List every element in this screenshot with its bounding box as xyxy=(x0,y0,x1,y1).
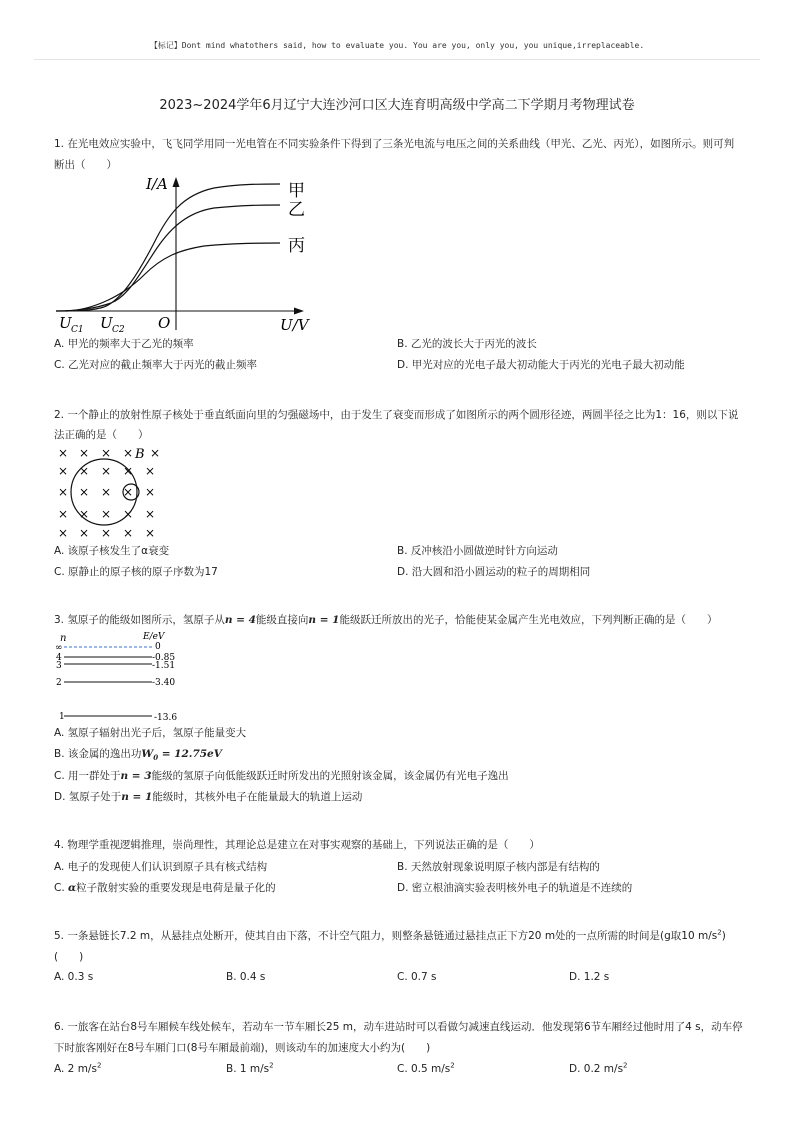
q5-stem-line2: ( ) xyxy=(54,951,84,963)
q1-curve-label-yi: 乙 xyxy=(288,200,305,220)
q2-stem-line1: 2. 一个静止的放射性原子核处于垂直纸面向里的匀强磁场中，由于发生了衰变而形成了如图所示的两个圆形径迹，两圆半径之比为1：16，则以下说 xyxy=(54,409,739,421)
q4-option-c-math: α xyxy=(68,882,77,894)
q4-option-d: D. 密立根油滴实验表明核外电子的轨道是不连续的 xyxy=(397,882,633,894)
q2-option-d: D. 沿大圆和沿小圆运动的粒子的周期相同 xyxy=(397,566,591,578)
q6-stem-line2: 下时旅客刚好在8号车厢门口(8号车厢最前端)，则该动车的加速度大小约为( ) xyxy=(54,1042,431,1054)
q2-field-cross: × xyxy=(100,485,112,499)
q3-option-a: A. 氢原子辐射出光子后，氢原子能量变大 xyxy=(54,727,247,739)
q2-field-label: B xyxy=(135,447,145,462)
q4-option-c-text: 粒子散射实验的重要发现是电荷是量子化的 xyxy=(76,882,276,894)
q1-origin-label: O xyxy=(158,314,171,332)
q5-option-c: C. 0.7 s xyxy=(397,971,437,983)
q3-n-1: 1 xyxy=(59,712,65,722)
q1-uc2-sub: C2 xyxy=(112,325,125,335)
header-divider xyxy=(34,59,760,60)
q2-field-cross: × xyxy=(57,485,69,499)
header-note: 【标记】Dont mind whatothers said, how to evaluate you. You are you, only you, you unique,irreplaceable. xyxy=(149,41,645,50)
q6-option-a-text: A. 2 m/s xyxy=(54,1063,97,1075)
q3-option-d xyxy=(54,789,362,804)
q2-field-cross: × xyxy=(57,526,69,540)
q4-option-a: A. 电子的发现使人们认识到原子具有核式结构 xyxy=(54,861,268,873)
q3-option-c-text2: 能级的氢原子向低能级跃迁时所发出的光照射该金属，该金属仍有光电子逸出 xyxy=(151,770,509,782)
q1-curve-yi xyxy=(56,205,280,311)
q1-x-label: U/V xyxy=(280,316,309,334)
q1-iv-graph xyxy=(54,170,324,338)
q3-energy-level-diagram xyxy=(54,630,194,726)
q3-stem-math1: n = 4 xyxy=(224,614,256,626)
q1-y-label: I/A xyxy=(146,175,168,193)
q2-field-cross: × xyxy=(122,526,134,540)
q3-n-3: 3 xyxy=(56,661,62,671)
q3-option-b-math-sub: 0 xyxy=(153,753,159,763)
q3-stem-part2: 能级直接向 xyxy=(255,614,309,626)
q1-option-d: D. 甲光对应的光电子最大初动能大于丙光的光电子最大初动能 xyxy=(397,359,685,371)
q5-stem-text: 5. 一条悬链长7.2 m，从悬挂点处断开，使其自由下落，不计空气阻力，则整条悬链通过悬挂点正下方20 m处的一点所需的时间是(g取10 m/s xyxy=(54,930,718,942)
q1-y-arrow xyxy=(173,177,180,187)
q5-stem-close: ) xyxy=(721,930,726,942)
q1-curve-label-bing: 丙 xyxy=(288,236,305,256)
q3-e-4: -0.85 xyxy=(152,653,176,663)
q2-field-cross: × xyxy=(122,464,134,478)
q2-field-cross: × xyxy=(78,485,90,499)
q3-option-b xyxy=(54,746,222,762)
q6-option-d-text: D. 0.2 m/s xyxy=(569,1063,624,1075)
q2-field-cross: × xyxy=(122,485,134,499)
q2-field-cross: × xyxy=(78,464,90,478)
q2-option-a: A. 该原子核发生了α衰变 xyxy=(54,545,170,557)
q2-option-b: B. 反冲核沿小圆做逆时针方向运动 xyxy=(397,545,558,557)
q1-option-c: C. 乙光对应的截止频率大于丙光的截止频率 xyxy=(54,359,258,371)
q3-e-inf: 0 xyxy=(155,642,161,652)
q1-x-arrow xyxy=(294,308,304,315)
q2-field-figure xyxy=(54,444,164,544)
q3-option-d-math: n = 1 xyxy=(121,791,153,803)
q1-option-a: A. 甲光的频率大于乙光的频率 xyxy=(54,338,194,350)
q1-curve-label-jia: 甲 xyxy=(288,181,305,201)
q2-field-cross: × xyxy=(100,464,112,478)
q6-option-c xyxy=(397,1063,455,1075)
q5-stem-sup: 2 xyxy=(717,928,722,937)
q2-stem-line2: 法正确的是（ ） xyxy=(54,429,149,441)
q5-option-a: A. 0.3 s xyxy=(54,971,94,983)
q4-option-c xyxy=(54,880,276,895)
q2-field-cross: × xyxy=(78,446,90,460)
q3-e-2: -3.40 xyxy=(152,678,176,688)
q6-option-a xyxy=(54,1063,101,1075)
q3-n-inf: ∞ xyxy=(55,643,63,653)
q5-option-d: D. 1.2 s xyxy=(569,971,610,983)
q3-stem-math2: n = 1 xyxy=(308,614,340,626)
q6-option-b-text: B. 1 m/s xyxy=(226,1063,270,1075)
q3-stem-part1: 3. 氢原子的能级如图所示，氢原子从 xyxy=(54,614,225,626)
q2-field-cross: × xyxy=(122,446,134,460)
q3-stem xyxy=(54,609,717,631)
q2-field-cross: × xyxy=(100,446,112,460)
q1-option-b: B. 乙光的波长大于丙光的波长 xyxy=(397,338,537,350)
q4-option-b: B. 天然放射现象说明原子核内部是有结构的 xyxy=(397,861,600,873)
q2-field-cross: × xyxy=(100,526,112,540)
q2-field-cross: × xyxy=(78,507,90,521)
q1-uc1-label: U xyxy=(59,314,72,332)
q2-field-cross: × xyxy=(144,485,156,499)
page-title: 2023~2024学年6月辽宁大连沙河口区大连育明高级中学高二下学期月考物理试卷 xyxy=(159,98,635,113)
q1-stem-line1: 1. 在光电效应实验中，飞飞同学用同一光电管在不同实验条件下得到了三条光电流与电压之间的关系曲线（甲光、乙光、丙光），如图所示。则可判 xyxy=(54,138,735,150)
q2-field-cross: × xyxy=(144,507,156,521)
q2-field-crosses xyxy=(58,446,160,540)
q2-field-cross: × xyxy=(122,507,134,521)
q6-option-c-sup: 2 xyxy=(450,1061,455,1070)
q6-option-d-sup: 2 xyxy=(623,1061,628,1070)
q6-option-b xyxy=(226,1063,274,1075)
q3-n-2: 2 xyxy=(56,678,62,688)
q3-stem-part3: 能级跃迁所放出的光子，恰能使某金属产生光电效应，下列判断正确的是（ ） xyxy=(339,614,718,626)
q3-n-label: n xyxy=(60,633,67,644)
q6-option-c-text: C. 0.5 m/s xyxy=(397,1063,451,1075)
q2-option-c: C. 原静止的原子核的原子序数为17 xyxy=(54,566,218,578)
q2-field-cross: × xyxy=(100,507,112,521)
q2-field-cross: × xyxy=(144,526,156,540)
q6-option-d xyxy=(569,1063,628,1075)
q3-option-b-math-w: W xyxy=(141,748,154,760)
q3-option-d-text1: D. 氢原子处于 xyxy=(54,791,122,803)
q3-option-b-text: B. 该金属的逸出功 xyxy=(54,748,142,760)
q2-field-cross: × xyxy=(57,507,69,521)
q1-uc2-label: U xyxy=(100,314,113,332)
q3-option-b-math-value: = 12.75eV xyxy=(158,748,222,760)
q5-option-b: B. 0.4 s xyxy=(226,971,266,983)
q1-curve-jia xyxy=(56,184,280,311)
q3-n-4: 4 xyxy=(56,653,62,663)
q6-stem-line1: 6. 一旅客在站台8号车厢候车线处候车，若动车一节车厢长25 m，动车进站时可以看做匀减速直线运动．他发现第6节车厢经过他时用了4 s，动车停 xyxy=(54,1021,743,1033)
q3-e-label: E/eV xyxy=(143,632,165,642)
q2-field-cross: × xyxy=(57,464,69,478)
q2-field-cross: × xyxy=(144,464,156,478)
q2-field-cross: × xyxy=(78,526,90,540)
q5-stem-line1 xyxy=(54,925,726,947)
q3-option-c-text1: C. 用一群处于 xyxy=(54,770,121,782)
q6-option-b-sup: 2 xyxy=(269,1061,274,1070)
q2-field-cross: × xyxy=(57,446,69,460)
q1-uc1-sub: C1 xyxy=(71,325,84,335)
q1-curve-bing xyxy=(66,243,280,311)
q3-e-1: -13.6 xyxy=(154,713,178,723)
q4-option-c-prefix: C. xyxy=(54,882,69,894)
q3-option-c xyxy=(54,768,509,783)
q4-stem: 4. 物理学重视逻辑推理，崇尚理性，其理论总是建立在对事实观察的基础上，下列说法正确的是（ ） xyxy=(54,839,540,851)
q2-field-cross: × xyxy=(149,446,161,460)
q3-e-3: -1.51 xyxy=(152,661,176,671)
q6-option-a-sup: 2 xyxy=(96,1061,102,1070)
q3-option-d-text2: 能级时，其核外电子在能量最大的轨道上运动 xyxy=(152,791,363,803)
q1-stem-line2: 断出（ ） xyxy=(54,159,117,171)
q3-option-c-math: n = 3 xyxy=(120,770,152,782)
